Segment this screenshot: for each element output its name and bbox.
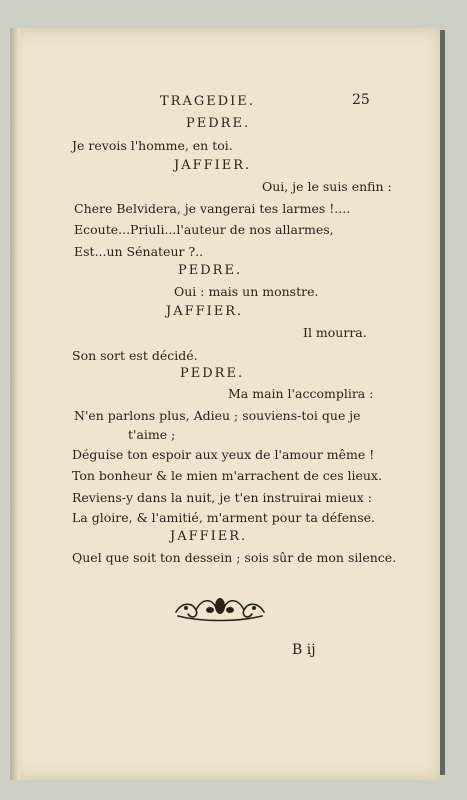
signature-mark: B ij	[292, 642, 316, 658]
verse-line: Reviens-y dans la nuit, je t'en instruirai mieux :	[72, 490, 372, 505]
verse-line: Il mourra.	[303, 325, 367, 340]
speaker-jaffier: JAFFIER.	[166, 304, 244, 319]
book-edge	[440, 30, 445, 775]
speaker-jaffier: JAFFIER.	[170, 529, 248, 544]
verse-line: Ton bonheur & le mien m'arrachent de ces lieux.	[72, 468, 382, 483]
verse-line: Chere Belvidera, je vangerai tes larmes !....	[74, 201, 351, 216]
verse-line: Je revois l'homme, en toi.	[72, 138, 233, 153]
speaker-pedre: PEDRE.	[180, 366, 245, 381]
running-title: TRAGEDIE.	[160, 94, 255, 109]
speaker-pedre: PEDRE.	[186, 116, 251, 131]
verse-line: Déguise ton espoir aux yeux de l'amour même !	[72, 447, 375, 462]
speaker-jaffier: JAFFIER.	[174, 158, 252, 173]
verse-line: Ecoute...Priuli...l'auteur de nos allarmes,	[74, 222, 334, 237]
page-gutter	[10, 28, 20, 780]
speaker-pedre: PEDRE.	[178, 263, 243, 278]
verse-line: N'en parlons plus, Adieu ; souviens-toi que je	[74, 408, 361, 423]
fleuron-ornament-icon	[172, 590, 268, 624]
verse-line: Est...un Sénateur ?..	[74, 244, 204, 259]
verse-line: La gloire, & l'amitié, m'arment pour ta défense.	[72, 510, 376, 525]
verse-line: Oui, je le suis enfin :	[262, 179, 392, 194]
verse-line: t'aime ;	[128, 427, 176, 442]
verse-line: Son sort est décidé.	[72, 348, 198, 363]
verse-line: Oui : mais un monstre.	[174, 284, 319, 299]
verse-line: Ma main l'accomplira :	[228, 386, 374, 401]
page-number: 25	[352, 92, 370, 108]
verse-line: Quel que soit ton dessein ; sois sûr de mon silence.	[72, 550, 397, 565]
